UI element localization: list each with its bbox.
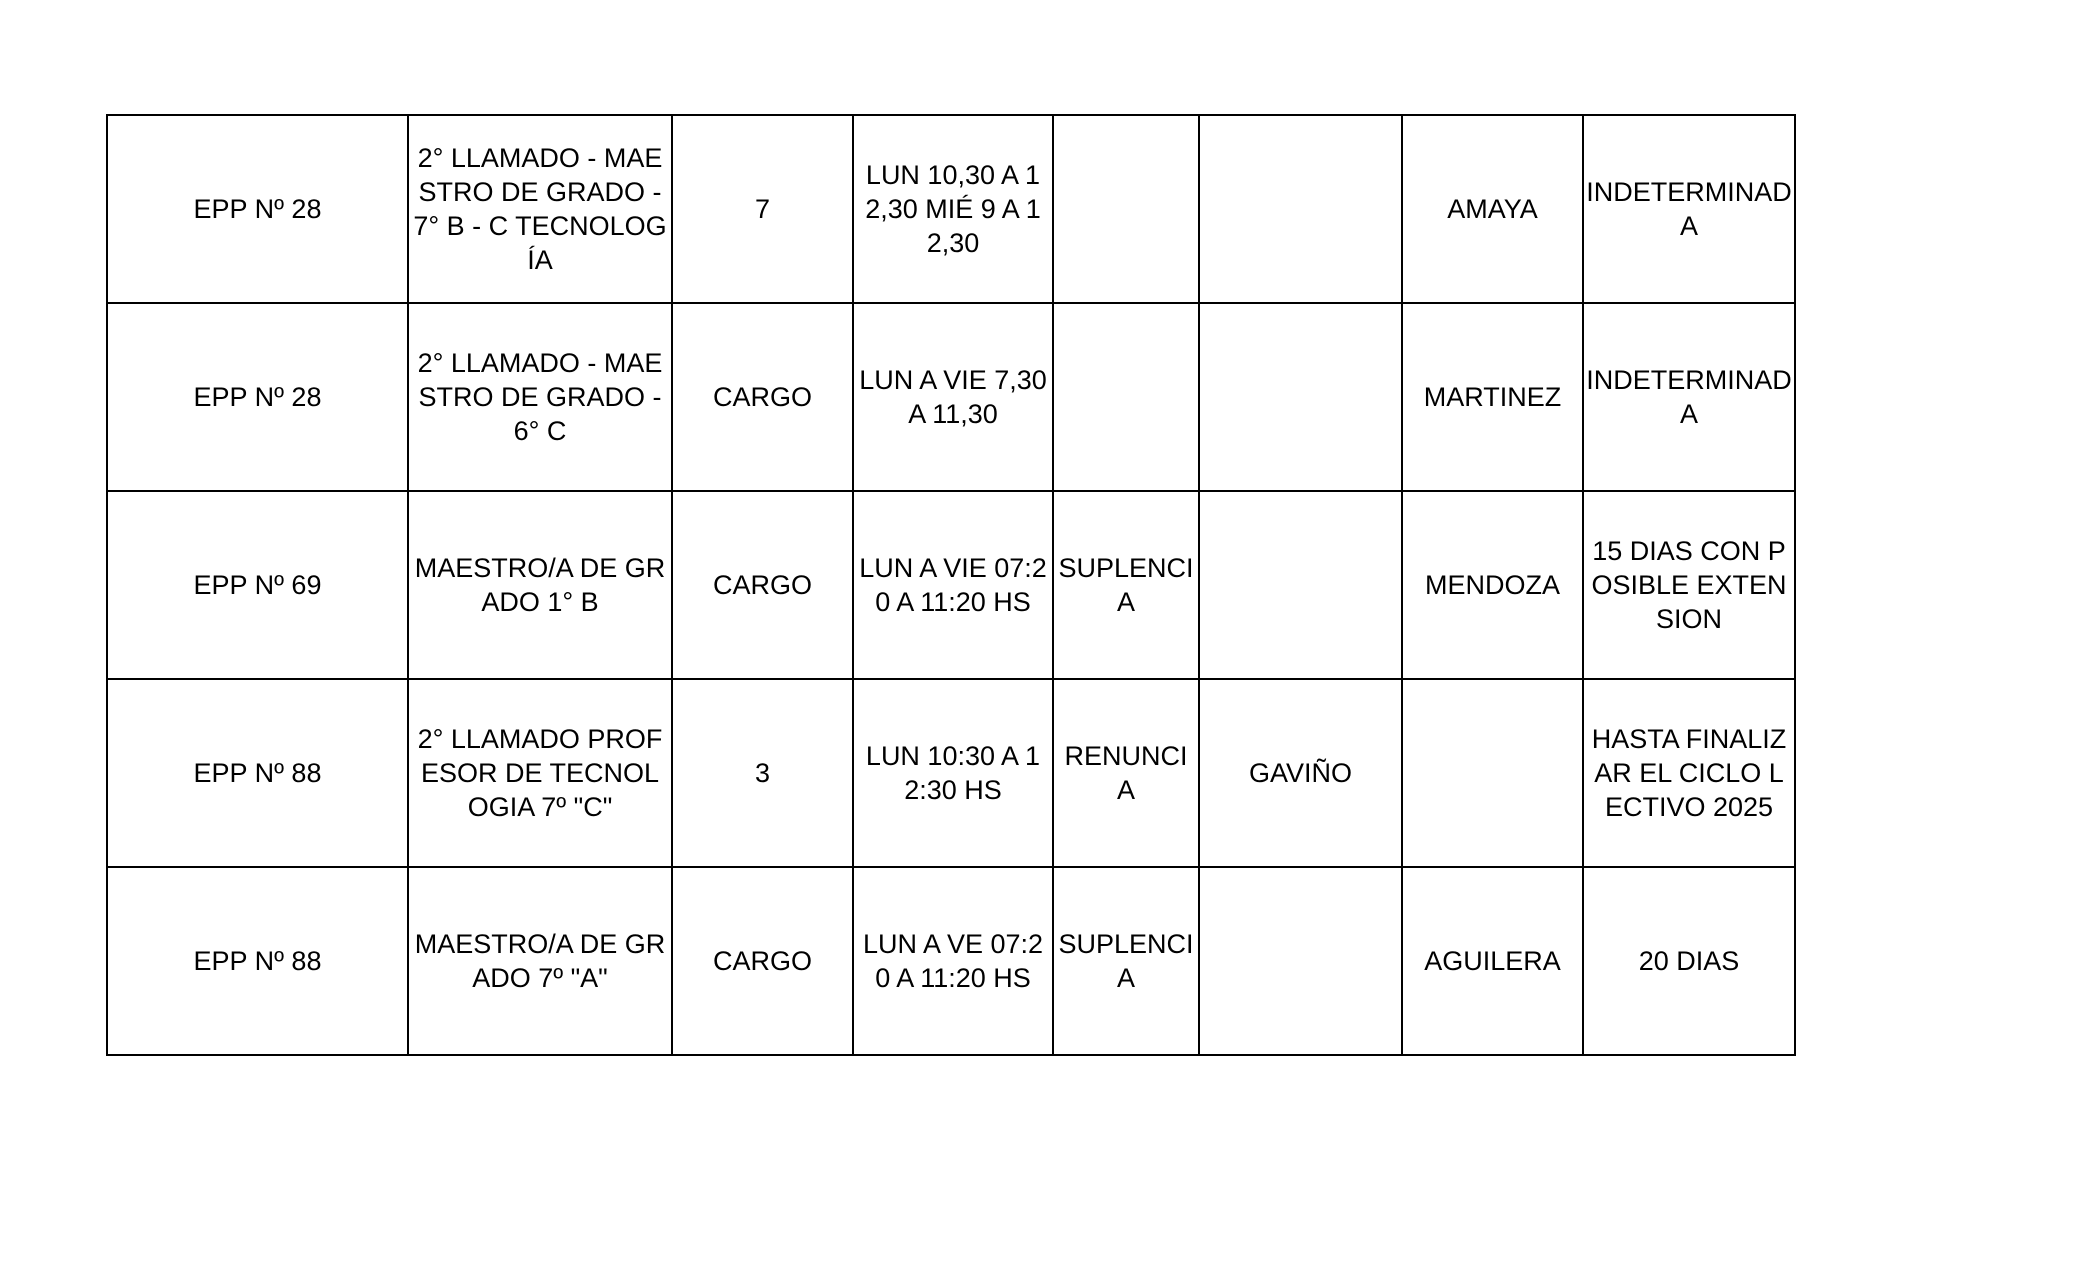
position-cell: MAESTRO/A DE GRADO 1° B bbox=[408, 491, 672, 679]
substitute-cell: MARTINEZ bbox=[1402, 303, 1583, 491]
substitute-cell: MENDOZA bbox=[1402, 491, 1583, 679]
table-row bbox=[107, 679, 1795, 867]
schedule-cell: LUN 10,30 A 12,30 MIÉ 9 A 12,30 bbox=[853, 115, 1053, 303]
holder-cell bbox=[1199, 867, 1402, 1055]
school-cell: EPP Nº 28 bbox=[107, 115, 408, 303]
schedule-cell: LUN A VIE 7,30 A 11,30 bbox=[853, 303, 1053, 491]
table-row bbox=[107, 491, 1795, 679]
substitute-cell: AMAYA bbox=[1402, 115, 1583, 303]
duration-cell: 15 DIAS CON POSIBLE EXTENSION bbox=[1583, 491, 1795, 679]
duration-cell: HASTA FINALIZAR EL CICLO LECTIVO 2025 bbox=[1583, 679, 1795, 867]
hours-cell: CARGO bbox=[672, 867, 853, 1055]
reason-cell: SUPLENCIA bbox=[1053, 867, 1199, 1055]
reason-cell: RENUNCIA bbox=[1053, 679, 1199, 867]
hours-cell: 7 bbox=[672, 115, 853, 303]
table-row bbox=[107, 303, 1795, 491]
duration-cell: 20 DIAS bbox=[1583, 867, 1795, 1055]
reason-cell bbox=[1053, 303, 1199, 491]
school-cell: EPP Nº 28 bbox=[107, 303, 408, 491]
table-row bbox=[107, 115, 1795, 303]
schedule-cell: LUN 10:30 A 12:30 HS bbox=[853, 679, 1053, 867]
duration-cell: INDETERMINADA bbox=[1583, 115, 1795, 303]
hours-cell: 3 bbox=[672, 679, 853, 867]
position-cell: MAESTRO/A DE GRADO 7º "A" bbox=[408, 867, 672, 1055]
duration-cell: INDETERMINADA bbox=[1583, 303, 1795, 491]
holder-cell bbox=[1199, 115, 1402, 303]
school-cell: EPP Nº 88 bbox=[107, 679, 408, 867]
reason-cell bbox=[1053, 115, 1199, 303]
schedule-cell: LUN A VIE 07:20 A 11:20 HS bbox=[853, 491, 1053, 679]
schedule-cell: LUN A VE 07:20 A 11:20 HS bbox=[853, 867, 1053, 1055]
reason-cell: SUPLENCIA bbox=[1053, 491, 1199, 679]
position-cell: 2° LLAMADO - MAESTRO DE GRADO - 7° B - C TECNOLOGÍA bbox=[408, 115, 672, 303]
hours-cell: CARGO bbox=[672, 303, 853, 491]
school-cell: EPP Nº 88 bbox=[107, 867, 408, 1055]
holder-cell bbox=[1199, 303, 1402, 491]
school-cell: EPP Nº 69 bbox=[107, 491, 408, 679]
hours-cell: CARGO bbox=[672, 491, 853, 679]
position-cell: 2° LLAMADO PROFESOR DE TECNOLOGIA 7º "C" bbox=[408, 679, 672, 867]
substitute-cell: AGUILERA bbox=[1402, 867, 1583, 1055]
table-row bbox=[107, 867, 1795, 1055]
holder-cell: GAVIÑO bbox=[1199, 679, 1402, 867]
position-cell: 2° LLAMADO - MAESTRO DE GRADO - 6° C bbox=[408, 303, 672, 491]
holder-cell bbox=[1199, 491, 1402, 679]
substitute-cell bbox=[1402, 679, 1583, 867]
vacancy-table bbox=[106, 114, 1796, 1056]
